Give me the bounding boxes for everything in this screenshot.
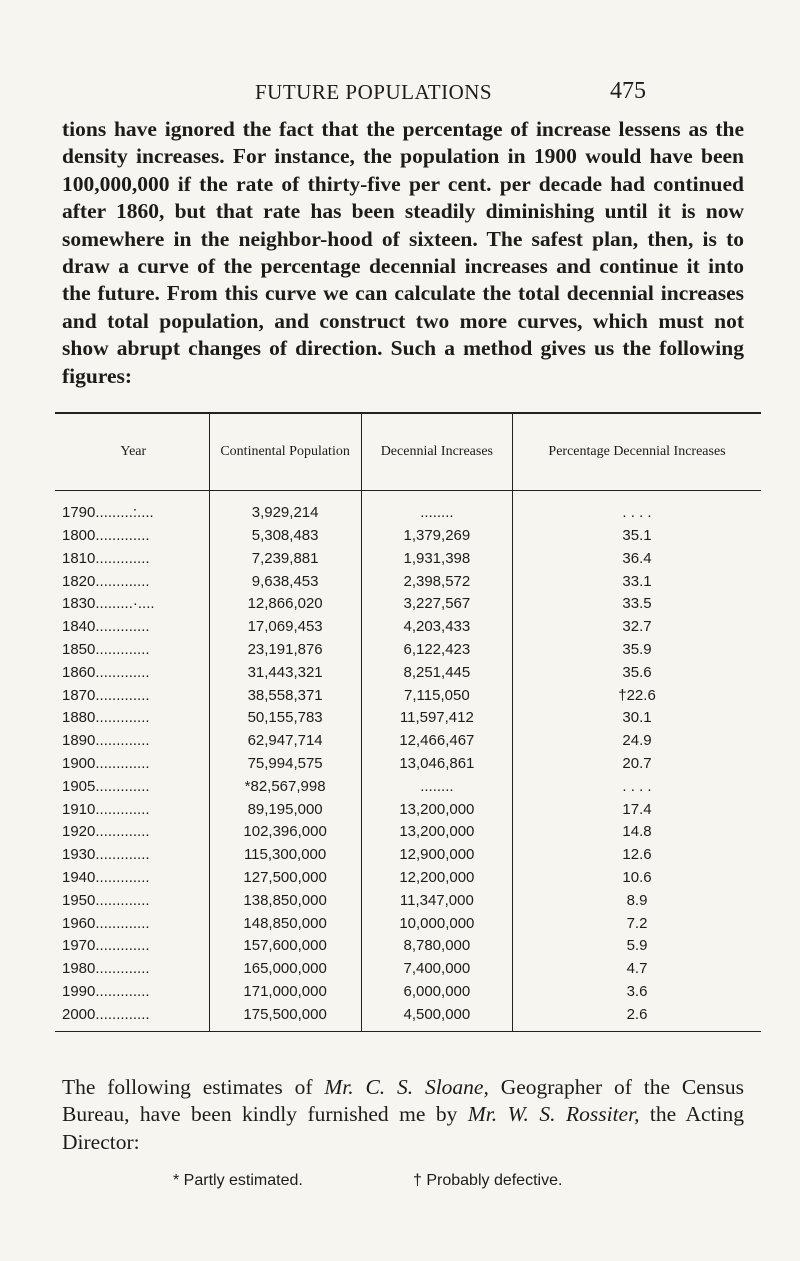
cell-population: 157,600,000	[209, 935, 361, 958]
table-row	[55, 753, 761, 776]
cell-population: 175,500,000	[209, 1004, 361, 1031]
cell-percentage: 20.7	[622, 754, 652, 772]
cell-increase: 11,597,412	[361, 707, 512, 730]
cell-year: 1880.............	[55, 707, 209, 730]
cell-percentage: . . . .	[622, 777, 652, 795]
cell-year: 1905.............	[55, 776, 209, 799]
sloane-name: Mr. C. S. Sloane,	[324, 1075, 489, 1099]
cell-year: 1940.............	[55, 867, 209, 890]
cell-year: 1840.............	[55, 616, 209, 639]
cell-year: 1890.............	[55, 730, 209, 753]
cell-percentage: . . . .	[622, 503, 652, 521]
cell-year: 1930.............	[55, 844, 209, 867]
table-row	[55, 707, 761, 730]
table-body	[55, 491, 761, 1032]
cell-population: 7,239,881	[209, 548, 361, 571]
cell-increase: 1,931,398	[361, 548, 512, 571]
cell-increase: 13,200,000	[361, 821, 512, 844]
table-row	[55, 593, 761, 616]
cell-percentage: 17.4	[622, 800, 652, 818]
cell-population: 102,396,000	[209, 821, 361, 844]
cell-increase: 6,000,000	[361, 981, 512, 1004]
table-row	[55, 571, 761, 594]
rossiter-name: Mr. W. S. Rossiter,	[467, 1102, 640, 1127]
cell-increase: 3,227,567	[361, 593, 512, 616]
running-title: FUTURE POPULATIONS	[255, 80, 493, 104]
cell-population: 50,155,783	[209, 707, 361, 730]
cell-percentage: 30.1	[622, 709, 652, 727]
table-row	[55, 913, 761, 936]
cell-increase: 7,115,050	[361, 685, 512, 708]
cell-increase: 2,398,572	[361, 571, 512, 594]
cell-increase: 8,780,000	[361, 935, 512, 958]
cell-year: 1800.............	[55, 525, 209, 548]
cell-percentage: 36.4	[622, 549, 652, 567]
cell-population: 75,994,575	[209, 753, 361, 776]
cell-increase: 6,122,423	[361, 639, 512, 662]
table-row	[55, 821, 761, 844]
cell-percentage: 35.9	[622, 640, 652, 658]
cell-increase: ........	[361, 776, 512, 799]
header-increase: Decennial Increases	[361, 413, 512, 491]
closing-text-3: the Acting Director:	[62, 1102, 744, 1154]
closing-text-2: Geographer of the Census Bureau, have been kindly furnished me by	[62, 1075, 744, 1127]
cell-year: 1950.............	[55, 890, 209, 913]
closing-text-1: The following estimates of	[62, 1075, 325, 1099]
cell-increase: 12,900,000	[361, 844, 512, 867]
intro-paragraph: tions have ignored the fact that the percentage of increase lessens as the density increases. For instance, the population in 1900 would have been 100,000,000 if the rate of thirty-five per cent. per decade had continued after 1860, but that rate has been steadily diminishing until it is now somewhere in the neighbor-hood of sixteen. The safest plan, then, is to draw a curve of the percentage decennial increases and continue it into the future. From this curve we can calculate the total decennial increases and total population, and construct two more curves, which must not show abrupt changes of direction. Such a method gives us the following figures:	[62, 117, 744, 388]
table-row	[55, 799, 761, 822]
cell-percentage: 3.6	[626, 982, 648, 1000]
cell-percentage: 33.1	[622, 572, 652, 590]
footnote-partly-estimated: * Partly estimated.	[173, 1172, 303, 1189]
table-row	[55, 935, 761, 958]
cell-increase: ........	[361, 491, 512, 526]
cell-population: 9,638,453	[209, 571, 361, 594]
cell-percentage: 14.8	[622, 823, 652, 841]
header-year: Year	[55, 413, 209, 491]
cell-percentage: †22.6	[618, 686, 656, 704]
table-row	[55, 616, 761, 639]
cell-population: 5,308,483	[209, 525, 361, 548]
cell-year: 1870.............	[55, 685, 209, 708]
cell-year: 1900.............	[55, 753, 209, 776]
cell-year: 1790.........:....	[55, 491, 209, 526]
cell-population: 89,195,000	[209, 799, 361, 822]
cell-population: 3,929,214	[209, 491, 361, 526]
cell-increase: 8,251,445	[361, 662, 512, 685]
table-row	[55, 1004, 761, 1031]
table-row	[55, 776, 761, 799]
cell-increase: 12,466,467	[361, 730, 512, 753]
cell-increase: 4,203,433	[361, 616, 512, 639]
cell-increase: 13,046,861	[361, 753, 512, 776]
cell-population: 127,500,000	[209, 867, 361, 890]
header-percentage: Percentage Decennial Increases	[513, 413, 761, 491]
cell-percentage: 35.6	[622, 663, 652, 681]
cell-population: 138,850,000	[209, 890, 361, 913]
closing-paragraph	[62, 1074, 744, 1156]
cell-population: 171,000,000	[209, 981, 361, 1004]
cell-population: 31,443,321	[209, 662, 361, 685]
cell-percentage: 10.6	[622, 868, 652, 886]
cell-increase: 13,200,000	[361, 799, 512, 822]
cell-increase: 4,500,000	[361, 1004, 512, 1031]
page-header	[0, 78, 800, 108]
cell-increase: 7,400,000	[361, 958, 512, 981]
cell-percentage: 12.6	[622, 846, 652, 864]
cell-percentage: 4.7	[626, 960, 648, 978]
table-row	[55, 890, 761, 913]
cell-year: 1850.............	[55, 639, 209, 662]
table-row	[55, 730, 761, 753]
cell-percentage: 5.9	[626, 937, 648, 955]
cell-year: 1990.............	[55, 981, 209, 1004]
cell-population: 62,947,714	[209, 730, 361, 753]
table-row	[55, 491, 761, 526]
cell-year: 1970.............	[55, 935, 209, 958]
cell-year: 2000.............	[55, 1004, 209, 1031]
population-table	[55, 412, 761, 1032]
table-row	[55, 981, 761, 1004]
cell-population: 38,558,371	[209, 685, 361, 708]
cell-population: 115,300,000	[209, 844, 361, 867]
cell-population: 148,850,000	[209, 913, 361, 936]
cell-year: 1830.........·....	[55, 593, 209, 616]
cell-year: 1980.............	[55, 958, 209, 981]
table-header-row	[55, 413, 761, 491]
cell-population: *82,567,998	[209, 776, 361, 799]
cell-percentage: 2.6	[513, 1004, 761, 1031]
cell-year: 1820.............	[55, 571, 209, 594]
cell-increase: 1,379,269	[361, 525, 512, 548]
cell-year: 1910.............	[55, 799, 209, 822]
cell-year: 1860.............	[55, 662, 209, 685]
cell-year: 1960.............	[55, 913, 209, 936]
table-row	[55, 844, 761, 867]
cell-percentage: 8.9	[626, 891, 648, 909]
table-row	[55, 548, 761, 571]
cell-population: 12,866,020	[209, 593, 361, 616]
cell-increase: 10,000,000	[361, 913, 512, 936]
table-row	[55, 958, 761, 981]
cell-percentage: 7.2	[626, 914, 648, 932]
cell-percentage: 35.1	[622, 527, 652, 544]
table-row	[55, 685, 761, 708]
cell-population: 165,000,000	[209, 958, 361, 981]
page-number: 475	[610, 78, 646, 104]
footnote-probably-defective: † Probably defective.	[413, 1172, 563, 1189]
table-row	[55, 525, 761, 548]
cell-population: 23,191,876	[209, 639, 361, 662]
cell-increase: 12,200,000	[361, 867, 512, 890]
cell-increase: 11,347,000	[361, 890, 512, 913]
cell-percentage: 33.5	[622, 595, 652, 613]
header-population: Continental Population	[209, 413, 361, 491]
cell-population: 17,069,453	[209, 616, 361, 639]
cell-percentage: 24.9	[622, 732, 652, 750]
table-row	[55, 867, 761, 890]
table-row	[55, 639, 761, 662]
cell-percentage: 32.7	[622, 618, 652, 636]
cell-year: 1920.............	[55, 821, 209, 844]
cell-year: 1810.............	[55, 548, 209, 571]
table-row	[55, 662, 761, 685]
